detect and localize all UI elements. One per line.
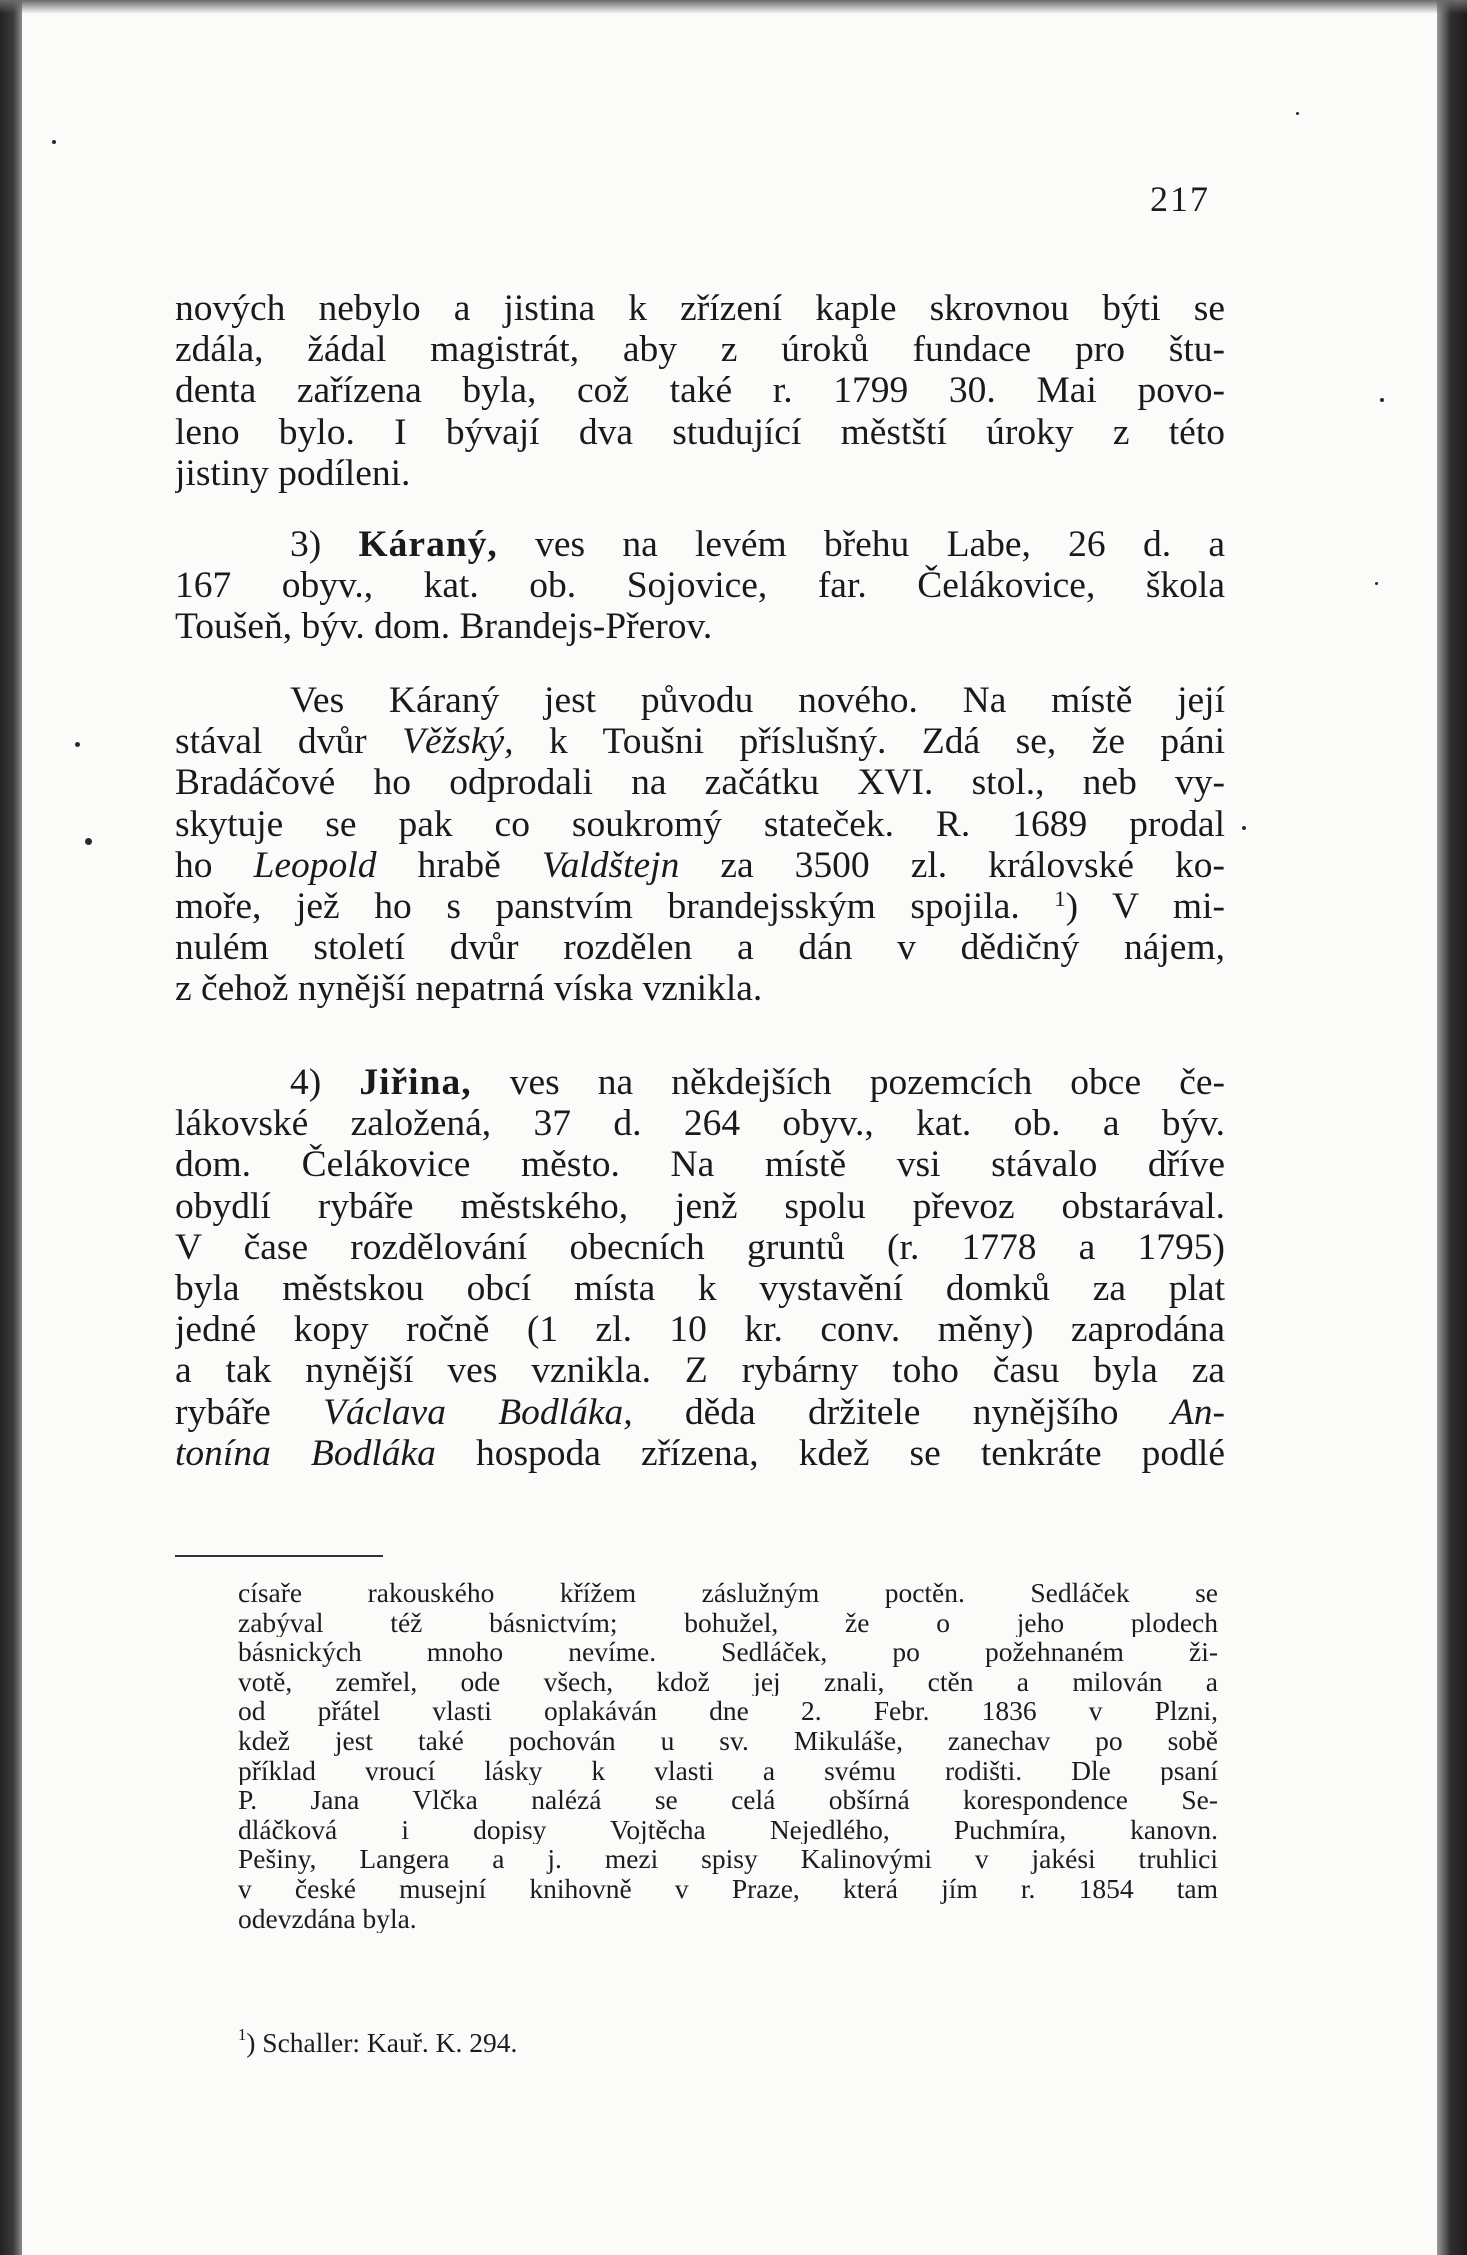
text-line: 167 obyv., kat. ob. Sojovice, far. Čelákovice, škola — [175, 565, 1225, 607]
footnote-1 — [238, 2025, 518, 2058]
footnote-continued — [238, 1578, 1218, 1933]
text-line: Bradáčové ho odprodali na začátku XVI. stol., neb vy- — [175, 762, 1225, 804]
footnote-line: v české musejní knihovně v Praze, která jím r. 1854 tam — [238, 1873, 1218, 1904]
scan-speck — [1380, 398, 1384, 402]
text-line: a tak nynější ves vznikla. Z rybárny toho času byla za — [175, 1350, 1225, 1392]
text-span: ho — [175, 844, 254, 886]
paragraph-continuation — [175, 288, 1225, 494]
scan-speck — [52, 140, 56, 144]
text-line: obydlí rybáře městského, jenž spolu převoz obstarával. — [175, 1185, 1225, 1227]
footnote-line: odevzdána byla. — [238, 1903, 417, 1934]
text-line — [175, 524, 1225, 565]
paragraph-jirina — [175, 1062, 1225, 1474]
text-span: ves na někdejších pozemcích obce če- — [471, 1062, 1225, 1103]
scan-speck — [1296, 112, 1299, 115]
text-line: jedné kopy ročně (1 zl. 10 kr. conv. měny) zaprodána — [175, 1309, 1225, 1351]
footnote-line: P. Jana Vlčka nalézá se celá obšírná korespondence Se- — [238, 1785, 1218, 1815]
italic-name: tonína Bodláka — [175, 1432, 436, 1474]
text-span: moře, jež ho s panstvím brandejsským spojila. — [175, 885, 1055, 927]
italic-name: Václava Bodláka, — [323, 1391, 633, 1433]
text-line: nových nebylo a jistina k zřízení kaple skrovnou býti se — [175, 288, 1225, 329]
footnote-line: zabýval též básnictvím; bohužel, že o jeho plodech — [238, 1607, 1218, 1638]
italic-name: An- — [1170, 1391, 1225, 1433]
footnote-marker: 1 — [1054, 885, 1066, 911]
text-span: hospoda zřízena, kdež se tenkráte podlé — [435, 1432, 1225, 1474]
text-line: zdála, žádal magistrát, aby z úroků fundace pro štu- — [175, 329, 1225, 371]
scan-speck — [85, 838, 92, 845]
scan-border-left — [0, 0, 22, 2255]
text-line — [175, 1433, 1225, 1474]
page-number: 217 — [1150, 179, 1210, 219]
text-line — [175, 845, 1225, 886]
footnote-text: ) Schaller: Kauř. K. 294. — [246, 2027, 518, 2058]
footnote-line: Pešiny, Langera a j. mezi spisy Kalinovými v jakési truhlici — [238, 1844, 1218, 1874]
paragraph-karany — [175, 524, 1225, 648]
italic-name: Valdštejn — [541, 844, 680, 886]
text-line: z čehož nynější nepatrná víska vznikla. — [175, 968, 763, 1010]
text-line: denta zařízena byla, což také r. 1799 30. Mai povo- — [175, 370, 1225, 412]
text-line: nulém století dvůr rozdělen a dán v dědičný nájem, — [175, 927, 1225, 969]
text-line — [175, 886, 1225, 927]
text-span: ) V mi- — [1065, 885, 1225, 927]
entry-number: 4) — [290, 1062, 360, 1103]
footnote-line: císaře rakouského křížem záslužným poctěn. Sedláček se — [238, 1578, 1218, 1608]
text-line: Toušeň, býv. dom. Brandejs-Přerov. — [175, 606, 713, 648]
text-line: Ves Káraný jest původu nového. Na místě její — [290, 680, 1225, 721]
text-span: ves na levém břehu Labe, 26 d. a — [497, 524, 1225, 565]
scan-speck — [1242, 826, 1246, 830]
text-span: k Toušni příslušný. Zdá se, že páni — [513, 721, 1225, 763]
scan-border-right — [1437, 0, 1467, 2255]
text-line: lákovské založená, 37 d. 264 obyv., kat. ob. a býv. — [175, 1103, 1225, 1145]
italic-name: Věžský, — [402, 721, 514, 763]
text-line: dom. Čelákovice město. Na místě vsi stávalo dříve — [175, 1144, 1225, 1186]
entry-number: 3) — [290, 524, 359, 565]
scan-border-top — [0, 0, 1467, 14]
text-span: rybáře — [175, 1391, 324, 1433]
text-line: byla městskou obcí místa k vystavění domků za plat — [175, 1267, 1225, 1309]
italic-name: Leopold — [253, 844, 377, 886]
paragraph-karany-history — [175, 680, 1225, 1010]
text-span: hrabě — [376, 844, 542, 886]
scan-speck — [1375, 582, 1378, 585]
footnote-separator — [175, 1555, 383, 1557]
text-line — [175, 1062, 1225, 1103]
text-line: jistiny podíleni. — [175, 452, 411, 494]
text-span: děda držitele nynějšího — [632, 1391, 1171, 1433]
text-line: V čase rozdělování obecních gruntů (r. 1778 a 1795) — [175, 1226, 1225, 1268]
entry-heading: Káraný, — [358, 524, 498, 565]
text-span: za 3500 zl. královské ko- — [679, 844, 1225, 886]
footnote-line: kdež jest také pochován u sv. Mikuláše, zanechav po sobě — [238, 1725, 1218, 1756]
footnote-line: votě, zemřel, ode všech, kdož jej znali, ctěn a milován a — [238, 1666, 1218, 1697]
footnote-line: dláčková i dopisy Vojtěcha Nejedlého, Puchmíra, kanovn. — [238, 1814, 1218, 1845]
text-line — [175, 721, 1225, 762]
footnote-line: od přátel vlasti oplakáván dne 2. Febr. 1836 v Plzni, — [238, 1696, 1218, 1726]
text-line — [175, 1392, 1225, 1433]
text-line: skytuje se pak co soukromý stateček. R. 1689 prodal — [175, 803, 1225, 845]
text-span: stával dvůr — [175, 721, 403, 763]
text-line: leno bylo. I bývají dva studující městští úroky z této — [175, 411, 1225, 453]
footnote-line: básnických mnoho nevíme. Sedláček, po požehnaném ži- — [238, 1637, 1218, 1667]
entry-heading: Jiřina, — [359, 1062, 472, 1103]
footnote-marker: 1 — [238, 2025, 247, 2044]
footnote-line: příklad vroucí lásky k vlasti a svému rodišti. Dle psaní — [238, 1755, 1218, 1786]
scan-speck — [75, 742, 80, 747]
